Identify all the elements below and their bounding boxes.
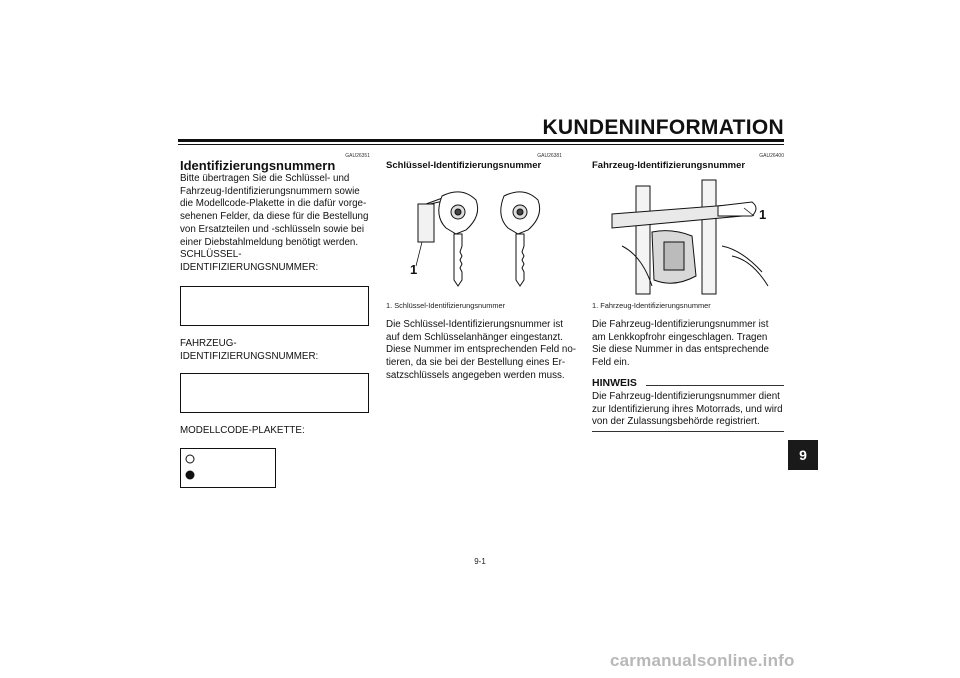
text-line: IDENTIFIZIERUNGSNUMMER: bbox=[180, 350, 319, 362]
text-line: Die Schlüssel-Identifizierungsnummer ist bbox=[386, 319, 563, 330]
section-code: GAU26400 bbox=[759, 153, 784, 159]
figure-caption: 1. Fahrzeug-Identifizierungsnummer bbox=[592, 301, 711, 310]
note-rule-bottom bbox=[592, 431, 784, 432]
text-line: Die Fahrzeug-Identifizierungsnummer dient bbox=[592, 391, 780, 402]
text-line: die Modellcode-Plakette in die dafür vorge- bbox=[180, 198, 367, 210]
text-line: satzschlüssels angegeben werden muss. bbox=[386, 369, 565, 381]
frame-illustration bbox=[592, 176, 784, 296]
section-code: GAU26351 bbox=[345, 153, 370, 159]
figure-caption: 1. Schlüssel-Identifizierungsnummer bbox=[386, 301, 506, 310]
text-line: tieren, da sie bei der Bestellung eines Er- bbox=[386, 357, 566, 369]
text-line: FAHRZEUG- bbox=[180, 338, 237, 349]
footer-watermark: carmanualsonline.info bbox=[610, 651, 795, 670]
key-number-box[interactable] bbox=[180, 286, 369, 326]
section-heading: Schlüssel-Identifizierungsnummer bbox=[386, 160, 542, 171]
key-paragraph bbox=[386, 319, 578, 383]
model-label: MODELLCODE-PLAKETTE: bbox=[180, 425, 305, 436]
intro-paragraph bbox=[180, 173, 372, 275]
text-line: Fahrzeug-Identifizierungsnummern sowie bbox=[180, 185, 360, 197]
model-code-plate-box[interactable] bbox=[180, 448, 276, 488]
text-line: Feld ein. bbox=[592, 357, 630, 369]
text-line: Diese Nummer im entsprechenden Feld no- bbox=[386, 344, 577, 356]
section-heading: Fahrzeug-Identifizierungsnummer bbox=[592, 160, 746, 171]
note-rule-top bbox=[646, 385, 784, 386]
text-line: sehenen Felder, da diese für die Bestellung bbox=[180, 211, 369, 223]
note-text bbox=[592, 391, 788, 429]
key-figure-callout: 1 bbox=[410, 262, 418, 277]
key-illustration bbox=[386, 176, 578, 296]
vehicle-number-label bbox=[180, 338, 372, 363]
text-line: Bitte übertragen Sie die Schlüssel- und bbox=[180, 173, 350, 184]
key-number-label-2: IDENTIFIZIERUNGSNUMMER: bbox=[180, 261, 319, 273]
text-line: von der Zulassungsbehörde registriert. bbox=[592, 416, 760, 428]
text-line: zur Identifizierung ihres Motorrads, und wird bbox=[592, 403, 783, 415]
key-number-label: SCHLÜSSEL- bbox=[180, 249, 242, 261]
text-line: Die Fahrzeug-Identifizierungsnummer ist bbox=[592, 319, 769, 330]
text-line: auf dem Schlüsselanhänger eingestanzt. bbox=[386, 331, 564, 343]
page-number: 9-1 bbox=[474, 557, 486, 566]
page-title: KUNDENINFORMATION bbox=[542, 116, 784, 139]
section-code: GAU26381 bbox=[537, 153, 562, 159]
header-rule bbox=[178, 139, 784, 142]
text-line: am Lenkkopfrohr eingeschlagen. Tragen bbox=[592, 331, 768, 343]
plate-rivets-icon bbox=[180, 448, 276, 488]
text-line: von Ersatzteilen und -schlüsseln sowie bei bbox=[180, 223, 365, 235]
section-heading: Identifizierungsnummern bbox=[180, 158, 336, 173]
chapter-tab: 9 bbox=[788, 440, 818, 470]
text-line: einer Diebstahlmeldung benötigt werden. bbox=[180, 236, 359, 248]
vehicle-paragraph bbox=[592, 319, 784, 370]
text-line: Sie diese Nummer in das entsprechende bbox=[592, 344, 769, 356]
header-rule-thin bbox=[178, 144, 784, 145]
vehicle-number-box[interactable] bbox=[180, 373, 369, 413]
frame-figure-callout: 1 bbox=[759, 207, 767, 222]
note-title: HINWEIS bbox=[592, 377, 637, 389]
